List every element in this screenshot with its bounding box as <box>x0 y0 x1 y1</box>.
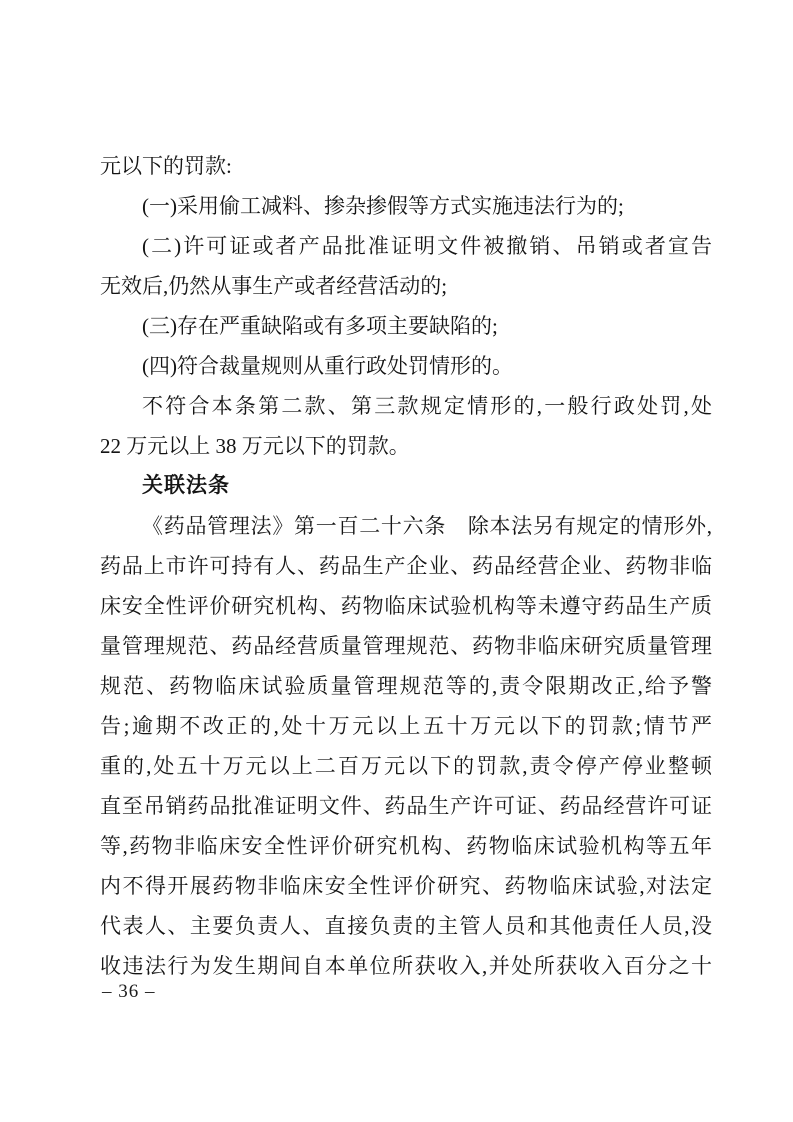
text-line: 重的,处五十万元以上二百万元以下的罚款,责令停产停业整顿 <box>100 754 712 778</box>
text-line: 代表人、主要负责人、直接负责的主管人员和其他责任人员,没 <box>100 914 712 938</box>
text-line: 《药品管理法》第一百二十六条 除本法另有规定的情形外, <box>142 514 712 538</box>
text-block <box>100 146 712 986</box>
text-line: (四)符合裁量规则从重行政处罚情形的。 <box>142 354 513 378</box>
text-line: 内不得开展药物非临床安全性评价研究、药物临床试验,对法定 <box>100 874 712 898</box>
text-line: 无效后,仍然从事生产或者经营活动的; <box>100 274 448 298</box>
text-line: 22 万元以上 38 万元以下的罚款。 <box>100 434 410 458</box>
text-line: 药品上市许可持有人、药品生产企业、药品经营企业、药物非临 <box>100 554 712 578</box>
text-line: 床安全性评价研究机构、药物临床试验机构等未遵守药品生产质 <box>100 594 712 618</box>
section-heading: 关联法条 <box>142 474 230 497</box>
text-line: (三)存在严重缺陷或有多项主要缺陷的; <box>142 314 498 338</box>
text-line: (一)采用偷工减料、掺杂掺假等方式实施违法行为的; <box>142 194 624 218</box>
text-line: 量管理规范、药品经营质量管理规范、药物非临床研究质量管理 <box>100 634 712 658</box>
text-line: 告;逾期不改正的,处十万元以上五十万元以下的罚款;情节严 <box>100 714 712 738</box>
page-number: – 36 – <box>102 981 156 1002</box>
text-line: 等,药物非临床安全性评价研究机构、药物临床试验机构等五年 <box>100 834 712 858</box>
text-line: (二)许可证或者产品批准证明文件被撤销、吊销或者宣告 <box>142 234 712 258</box>
text-line: 直至吊销药品批准证明文件、药品生产许可证、药品经营许可证 <box>100 794 712 818</box>
text-line: 元以下的罚款: <box>100 154 232 178</box>
text-line: 规范、药物临床试验质量管理规范等的,责令限期改正,给予警 <box>100 674 712 698</box>
text-line: 不符合本条第二款、第三款规定情形的,一般行政处罚,处 <box>142 394 712 418</box>
text-line: 收违法行为发生期间自本单位所获收入,并处所获收入百分之十 <box>100 954 712 978</box>
